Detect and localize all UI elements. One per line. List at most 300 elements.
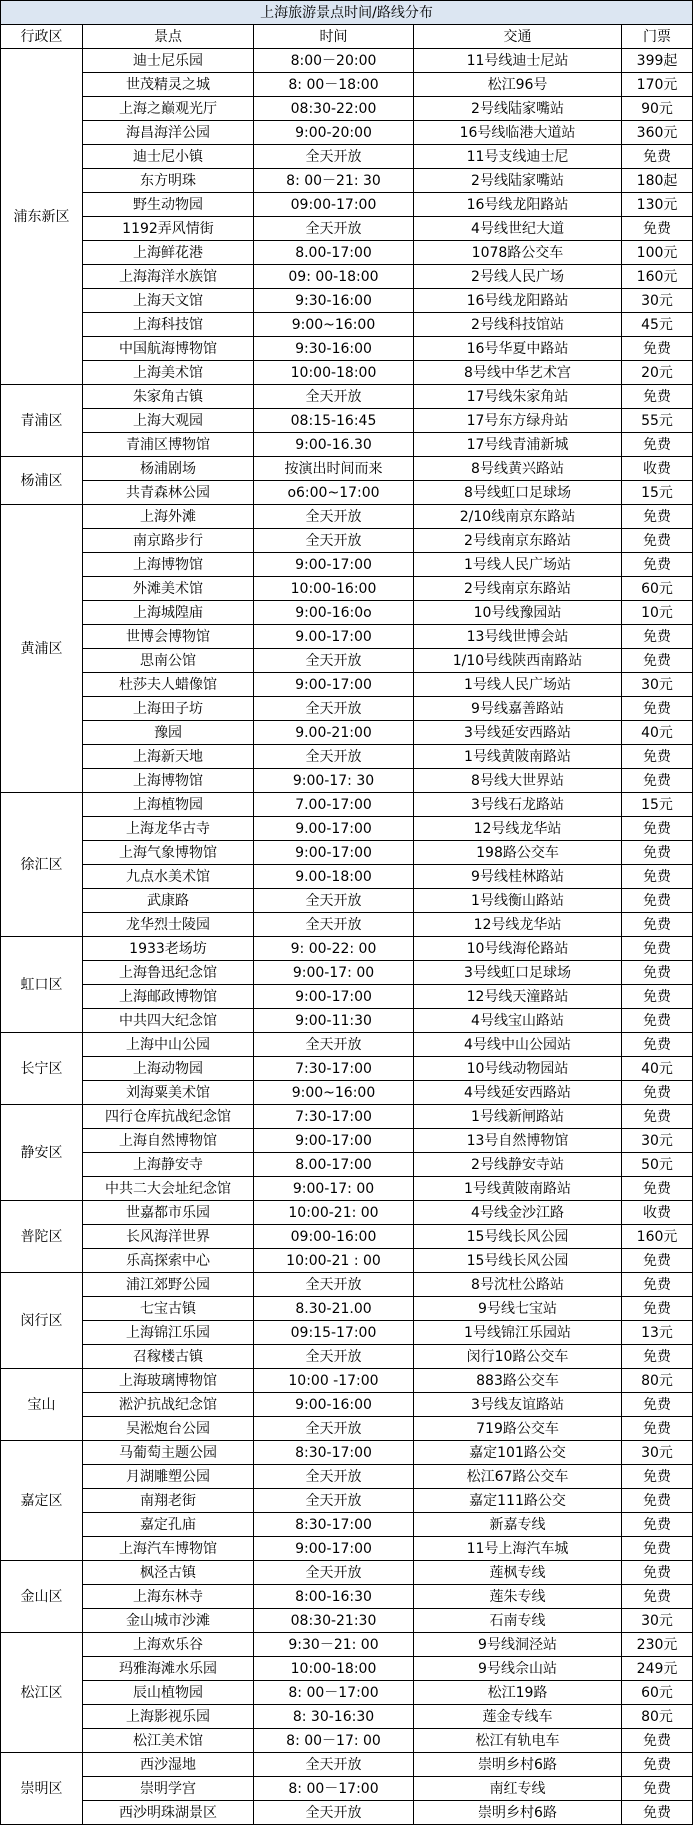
hours-cell: 9:00-17: 00 bbox=[254, 961, 414, 985]
transport-cell: 9号线嘉善路站 bbox=[414, 697, 622, 721]
table-row bbox=[1, 1345, 693, 1369]
ticket-cell: 免费 bbox=[622, 1033, 693, 1057]
table-row bbox=[1, 553, 693, 577]
ticket-cell: 80元 bbox=[622, 1705, 693, 1729]
hours-cell: 8: 00－17:00 bbox=[254, 1681, 414, 1705]
hours-cell: 7.00-17:00 bbox=[254, 793, 414, 817]
district-cell: 徐汇区 bbox=[1, 793, 83, 937]
ticket-cell: 30元 bbox=[622, 673, 693, 697]
attraction-cell: 世茂精灵之城 bbox=[83, 73, 254, 97]
transport-cell: 16号线龙阳路站 bbox=[414, 289, 622, 313]
table-row bbox=[1, 1561, 693, 1585]
transport-cell: 13号自然博物馆 bbox=[414, 1129, 622, 1153]
table-row bbox=[1, 1633, 693, 1657]
hours-cell: 9:00-11:30 bbox=[254, 1009, 414, 1033]
table-row bbox=[1, 145, 693, 169]
header-attraction: 景点 bbox=[83, 25, 254, 49]
attraction-cell: 上海城隍庙 bbox=[83, 601, 254, 625]
transport-cell: 2号线陆家嘴站 bbox=[414, 97, 622, 121]
transport-cell: 1号线人民广场站 bbox=[414, 553, 622, 577]
table-row bbox=[1, 961, 693, 985]
transport-cell: 16号线临港大道站 bbox=[414, 121, 622, 145]
ticket-cell: 30元 bbox=[622, 289, 693, 313]
table-row bbox=[1, 1753, 693, 1777]
table-body bbox=[1, 49, 693, 1825]
table-row bbox=[1, 697, 693, 721]
attraction-cell: 上海锦江乐园 bbox=[83, 1321, 254, 1345]
attraction-cell: 上海博物馆 bbox=[83, 553, 254, 577]
table-row bbox=[1, 1009, 693, 1033]
transport-cell: 11号线迪士尼站 bbox=[414, 49, 622, 73]
ticket-cell: 免费 bbox=[622, 817, 693, 841]
attraction-cell: 上海美术馆 bbox=[83, 361, 254, 385]
hours-cell: 8: 00－17: 00 bbox=[254, 1729, 414, 1753]
hours-cell: 9:00-16.30 bbox=[254, 433, 414, 457]
table-row bbox=[1, 121, 693, 145]
header-district: 行政区 bbox=[1, 25, 83, 49]
transport-cell: 崇明乡村6路 bbox=[414, 1801, 622, 1825]
ticket-cell: 免费 bbox=[622, 1753, 693, 1777]
ticket-cell: 45元 bbox=[622, 313, 693, 337]
transport-cell: 15号线长风公园 bbox=[414, 1225, 622, 1249]
hours-cell: 全天开放 bbox=[254, 145, 414, 169]
table-row bbox=[1, 1225, 693, 1249]
ticket-cell: 免费 bbox=[622, 1345, 693, 1369]
hours-cell: 全天开放 bbox=[254, 913, 414, 937]
ticket-cell: 免费 bbox=[622, 433, 693, 457]
ticket-cell: 免费 bbox=[622, 529, 693, 553]
transport-cell: 嘉定111路公交 bbox=[414, 1489, 622, 1513]
table-row bbox=[1, 577, 693, 601]
ticket-cell: 40元 bbox=[622, 1057, 693, 1081]
hours-cell: 9: 00-22: 00 bbox=[254, 937, 414, 961]
ticket-cell: 免费 bbox=[622, 961, 693, 985]
ticket-cell: 230元 bbox=[622, 1633, 693, 1657]
table-row bbox=[1, 1105, 693, 1129]
hours-cell: 9:00-17:00 bbox=[254, 553, 414, 577]
ticket-cell: 160元 bbox=[622, 1225, 693, 1249]
hours-cell: 8.00-17:00 bbox=[254, 241, 414, 265]
hours-cell: 08:30-22:00 bbox=[254, 97, 414, 121]
table-row bbox=[1, 625, 693, 649]
table-row bbox=[1, 1609, 693, 1633]
hours-cell: 08:30-21:30 bbox=[254, 1609, 414, 1633]
hours-cell: 09:15-17:00 bbox=[254, 1321, 414, 1345]
transport-cell: 198路公交车 bbox=[414, 841, 622, 865]
ticket-cell: 免费 bbox=[622, 553, 693, 577]
ticket-cell: 免费 bbox=[622, 937, 693, 961]
ticket-cell: 免费 bbox=[622, 625, 693, 649]
table-row bbox=[1, 889, 693, 913]
attraction-cell: 青浦区博物馆 bbox=[83, 433, 254, 457]
ticket-cell: 免费 bbox=[622, 745, 693, 769]
table-row bbox=[1, 1657, 693, 1681]
hours-cell: 9:00-16:00 bbox=[254, 1393, 414, 1417]
hours-cell: 8.00-17:00 bbox=[254, 1153, 414, 1177]
attraction-cell: 嘉定孔庙 bbox=[83, 1513, 254, 1537]
ticket-cell: 免费 bbox=[622, 1585, 693, 1609]
table-row bbox=[1, 1537, 693, 1561]
attraction-cell: 上海鲜花港 bbox=[83, 241, 254, 265]
table-title: 上海旅游景点时间/路线分布 bbox=[1, 1, 693, 25]
attraction-cell: 中共四大纪念馆 bbox=[83, 1009, 254, 1033]
attraction-cell: 上海静安寺 bbox=[83, 1153, 254, 1177]
transport-cell: 17号线青浦新城 bbox=[414, 433, 622, 457]
transport-cell: 1号线黄陂南路站 bbox=[414, 745, 622, 769]
attraction-cell: 吴淞炮台公园 bbox=[83, 1417, 254, 1441]
attraction-cell: 上海自然博物馆 bbox=[83, 1129, 254, 1153]
header-ticket: 门票 bbox=[622, 25, 693, 49]
attraction-cell: 野生动物园 bbox=[83, 193, 254, 217]
ticket-cell: 130元 bbox=[622, 193, 693, 217]
hours-cell: 全天开放 bbox=[254, 1417, 414, 1441]
ticket-cell: 免费 bbox=[622, 1273, 693, 1297]
attraction-cell: 上海玻璃博物馆 bbox=[83, 1369, 254, 1393]
attraction-cell: 武康路 bbox=[83, 889, 254, 913]
table-row bbox=[1, 289, 693, 313]
attraction-cell: 南翔老街 bbox=[83, 1489, 254, 1513]
hours-cell: 全天开放 bbox=[254, 1489, 414, 1513]
hours-cell: 9:30－21: 00 bbox=[254, 1633, 414, 1657]
hours-cell: 9:00-17: 00 bbox=[254, 1177, 414, 1201]
attraction-cell: 上海中山公园 bbox=[83, 1033, 254, 1057]
table-row bbox=[1, 1417, 693, 1441]
hours-cell: 8: 00－21: 30 bbox=[254, 169, 414, 193]
transport-cell: 12号线龙华站 bbox=[414, 817, 622, 841]
ticket-cell: 249元 bbox=[622, 1657, 693, 1681]
attraction-cell: 世博会博物馆 bbox=[83, 625, 254, 649]
table-row bbox=[1, 505, 693, 529]
table-row bbox=[1, 1465, 693, 1489]
transport-cell: 3号线虹口足球场 bbox=[414, 961, 622, 985]
transport-cell: 莲金专线车 bbox=[414, 1705, 622, 1729]
district-cell: 浦东新区 bbox=[1, 49, 83, 385]
attraction-cell: 乐高探索中心 bbox=[83, 1249, 254, 1273]
transport-cell: 17号东方绿舟站 bbox=[414, 409, 622, 433]
ticket-cell: 50元 bbox=[622, 1153, 693, 1177]
ticket-cell: 360元 bbox=[622, 121, 693, 145]
hours-cell: 9:00-17: 30 bbox=[254, 769, 414, 793]
hours-cell: 9:30-16:00 bbox=[254, 337, 414, 361]
table-row bbox=[1, 673, 693, 697]
transport-cell: 2/10线南京东路站 bbox=[414, 505, 622, 529]
hours-cell: 全天开放 bbox=[254, 1273, 414, 1297]
attraction-cell: 思南公馆 bbox=[83, 649, 254, 673]
ticket-cell: 免费 bbox=[622, 913, 693, 937]
hours-cell: 8: 30-16:30 bbox=[254, 1705, 414, 1729]
ticket-cell: 100元 bbox=[622, 241, 693, 265]
header-hours: 时间 bbox=[254, 25, 414, 49]
attraction-cell: 上海影视乐园 bbox=[83, 1705, 254, 1729]
attraction-cell: 中国航海博物馆 bbox=[83, 337, 254, 361]
table-row bbox=[1, 1729, 693, 1753]
attraction-cell: 杨浦剧场 bbox=[83, 457, 254, 481]
attraction-cell: 上海欢乐谷 bbox=[83, 1633, 254, 1657]
ticket-cell: 免费 bbox=[622, 1249, 693, 1273]
ticket-cell: 15元 bbox=[622, 793, 693, 817]
table-row bbox=[1, 409, 693, 433]
attraction-cell: 世嘉都市乐园 bbox=[83, 1201, 254, 1225]
transport-cell: 8号线虹口足球场 bbox=[414, 481, 622, 505]
hours-cell: 全天开放 bbox=[254, 1753, 414, 1777]
transport-cell: 16号线龙阳路站 bbox=[414, 193, 622, 217]
ticket-cell: 20元 bbox=[622, 361, 693, 385]
transport-cell: 莲枫专线 bbox=[414, 1561, 622, 1585]
table-row bbox=[1, 1441, 693, 1465]
table-row bbox=[1, 649, 693, 673]
attraction-cell: 上海大观园 bbox=[83, 409, 254, 433]
ticket-cell: 免费 bbox=[622, 337, 693, 361]
transport-cell: 2号线人民广场 bbox=[414, 265, 622, 289]
district-cell: 静安区 bbox=[1, 1105, 83, 1201]
transport-cell: 9号线七宝站 bbox=[414, 1297, 622, 1321]
table-row bbox=[1, 313, 693, 337]
ticket-cell: 免费 bbox=[622, 1513, 693, 1537]
attraction-cell: 召稼楼古镇 bbox=[83, 1345, 254, 1369]
table-row bbox=[1, 265, 693, 289]
hours-cell: 全天开放 bbox=[254, 529, 414, 553]
ticket-cell: 170元 bbox=[622, 73, 693, 97]
attraction-cell: 东方明珠 bbox=[83, 169, 254, 193]
ticket-cell: 80元 bbox=[622, 1369, 693, 1393]
table-row bbox=[1, 1489, 693, 1513]
transport-cell: 12号线龙华站 bbox=[414, 913, 622, 937]
attraction-cell: 上海博物馆 bbox=[83, 769, 254, 793]
title-row bbox=[1, 1, 693, 25]
hours-cell: 8: 00－17:00 bbox=[254, 1777, 414, 1801]
table-row bbox=[1, 1681, 693, 1705]
transport-cell: 1号线锦江乐园站 bbox=[414, 1321, 622, 1345]
ticket-cell: 免费 bbox=[622, 1081, 693, 1105]
hours-cell: o6:00~17:00 bbox=[254, 481, 414, 505]
transport-cell: 11号支线迪士尼 bbox=[414, 145, 622, 169]
hours-cell: 8:00-16:30 bbox=[254, 1585, 414, 1609]
hours-cell: 9.00-18:00 bbox=[254, 865, 414, 889]
district-cell: 虹口区 bbox=[1, 937, 83, 1033]
hours-cell: 9:00-16:0o bbox=[254, 601, 414, 625]
attraction-cell: 崇明学宫 bbox=[83, 1777, 254, 1801]
transport-cell: 莲朱专线 bbox=[414, 1585, 622, 1609]
attraction-cell: 淞沪抗战纪念馆 bbox=[83, 1393, 254, 1417]
transport-cell: 9号线佘山站 bbox=[414, 1657, 622, 1681]
ticket-cell: 15元 bbox=[622, 481, 693, 505]
attraction-cell: 马葡萄主题公园 bbox=[83, 1441, 254, 1465]
hours-cell: 9:00-20:00 bbox=[254, 121, 414, 145]
transport-cell: 8号线中华艺术宫 bbox=[414, 361, 622, 385]
table-row bbox=[1, 1705, 693, 1729]
attraction-cell: 豫园 bbox=[83, 721, 254, 745]
transport-cell: 松江67路公交车 bbox=[414, 1465, 622, 1489]
attraction-cell: 1192弄风情街 bbox=[83, 217, 254, 241]
ticket-cell: 免费 bbox=[622, 1105, 693, 1129]
district-cell: 金山区 bbox=[1, 1561, 83, 1633]
transport-cell: 13号线世博会站 bbox=[414, 625, 622, 649]
attraction-cell: 刘海粟美术馆 bbox=[83, 1081, 254, 1105]
transport-cell: 4号线金沙江路 bbox=[414, 1201, 622, 1225]
attraction-cell: 外滩美术馆 bbox=[83, 577, 254, 601]
ticket-cell: 30元 bbox=[622, 1129, 693, 1153]
table-row bbox=[1, 1777, 693, 1801]
table-row bbox=[1, 1201, 693, 1225]
transport-cell: 2号线南京东路站 bbox=[414, 529, 622, 553]
attraction-cell: 长风海洋世界 bbox=[83, 1225, 254, 1249]
hours-cell: 全天开放 bbox=[254, 1561, 414, 1585]
ticket-cell: 免费 bbox=[622, 1777, 693, 1801]
transport-cell: 4号线宝山路站 bbox=[414, 1009, 622, 1033]
transport-cell: 9号线洞泾站 bbox=[414, 1633, 622, 1657]
transport-cell: 11号上海汽车城 bbox=[414, 1537, 622, 1561]
transport-cell: 10号线豫园站 bbox=[414, 601, 622, 625]
attraction-cell: 迪士尼乐园 bbox=[83, 49, 254, 73]
attraction-cell: 上海植物园 bbox=[83, 793, 254, 817]
attraction-cell: 西沙明珠湖景区 bbox=[83, 1801, 254, 1825]
ticket-cell: 90元 bbox=[622, 97, 693, 121]
district-cell: 普陀区 bbox=[1, 1201, 83, 1273]
hours-cell: 9:00~16:00 bbox=[254, 1081, 414, 1105]
table-row bbox=[1, 1801, 693, 1825]
hours-cell: 9:00~16:00 bbox=[254, 313, 414, 337]
table-row bbox=[1, 1585, 693, 1609]
table-row bbox=[1, 529, 693, 553]
transport-cell: 1号线衡山路站 bbox=[414, 889, 622, 913]
hours-cell: 09:00-16:00 bbox=[254, 1225, 414, 1249]
hours-cell: 按演出时间而来 bbox=[254, 457, 414, 481]
attraction-cell: 上海邮政博物馆 bbox=[83, 985, 254, 1009]
transport-cell: 1078路公交车 bbox=[414, 241, 622, 265]
hours-cell: 全天开放 bbox=[254, 889, 414, 913]
table-row bbox=[1, 913, 693, 937]
header-row bbox=[1, 25, 693, 49]
hours-cell: 全天开放 bbox=[254, 217, 414, 241]
attraction-cell: 上海天文馆 bbox=[83, 289, 254, 313]
hours-cell: 8: 00－18:00 bbox=[254, 73, 414, 97]
table-row bbox=[1, 865, 693, 889]
table-row bbox=[1, 745, 693, 769]
transport-cell: 883路公交车 bbox=[414, 1369, 622, 1393]
table-row bbox=[1, 49, 693, 73]
ticket-cell: 免费 bbox=[622, 1297, 693, 1321]
table-row bbox=[1, 937, 693, 961]
ticket-cell: 免费 bbox=[622, 649, 693, 673]
table-row bbox=[1, 1249, 693, 1273]
transport-cell: 1号线新闸路站 bbox=[414, 1105, 622, 1129]
transport-cell: 9号线桂林路站 bbox=[414, 865, 622, 889]
ticket-cell: 免费 bbox=[622, 1465, 693, 1489]
hours-cell: 10:00-16:00 bbox=[254, 577, 414, 601]
hours-cell: 9:30-16:00 bbox=[254, 289, 414, 313]
attraction-cell: 上海鲁迅纪念馆 bbox=[83, 961, 254, 985]
attraction-cell: 南京路步行 bbox=[83, 529, 254, 553]
header-transport: 交通 bbox=[414, 25, 622, 49]
ticket-cell: 收费 bbox=[622, 457, 693, 481]
hours-cell: 9:00-17:00 bbox=[254, 985, 414, 1009]
table-row bbox=[1, 601, 693, 625]
hours-cell: 9:00-17:00 bbox=[254, 1129, 414, 1153]
ticket-cell: 免费 bbox=[622, 505, 693, 529]
district-cell: 长宁区 bbox=[1, 1033, 83, 1105]
table-row bbox=[1, 985, 693, 1009]
ticket-cell: 13元 bbox=[622, 1321, 693, 1345]
attraction-cell: 上海海洋水族馆 bbox=[83, 265, 254, 289]
attraction-cell: 龙华烈士陵园 bbox=[83, 913, 254, 937]
hours-cell: 10:00 -17:00 bbox=[254, 1369, 414, 1393]
transport-cell: 嘉定101路公交 bbox=[414, 1441, 622, 1465]
ticket-cell: 399起 bbox=[622, 49, 693, 73]
ticket-cell: 免费 bbox=[622, 1561, 693, 1585]
ticket-cell: 10元 bbox=[622, 601, 693, 625]
attraction-cell: 上海新天地 bbox=[83, 745, 254, 769]
hours-cell: 8:30-17:00 bbox=[254, 1441, 414, 1465]
table-row bbox=[1, 769, 693, 793]
district-cell: 杨浦区 bbox=[1, 457, 83, 505]
attraction-cell: 上海田子坊 bbox=[83, 697, 254, 721]
transport-cell: 松江19路 bbox=[414, 1681, 622, 1705]
ticket-cell: 免费 bbox=[622, 985, 693, 1009]
attraction-cell: 七宝古镇 bbox=[83, 1297, 254, 1321]
table-row bbox=[1, 1321, 693, 1345]
ticket-cell: 免费 bbox=[622, 889, 693, 913]
hours-cell: 8:30-17:00 bbox=[254, 1513, 414, 1537]
transport-cell: 3号线延安西路站 bbox=[414, 721, 622, 745]
table-row bbox=[1, 385, 693, 409]
hours-cell: 全天开放 bbox=[254, 385, 414, 409]
hours-cell: 09: 00-18:00 bbox=[254, 265, 414, 289]
ticket-cell: 30元 bbox=[622, 1609, 693, 1633]
table-row bbox=[1, 1153, 693, 1177]
transport-cell: 10号线动物园站 bbox=[414, 1057, 622, 1081]
ticket-cell: 收费 bbox=[622, 1201, 693, 1225]
table-row bbox=[1, 841, 693, 865]
attraction-cell: 杜莎夫人蜡像馆 bbox=[83, 673, 254, 697]
transport-cell: 2号线南京东路站 bbox=[414, 577, 622, 601]
district-cell: 青浦区 bbox=[1, 385, 83, 457]
transport-cell: 闵行10路公交车 bbox=[414, 1345, 622, 1369]
hours-cell: 9.00-17:00 bbox=[254, 625, 414, 649]
table-row bbox=[1, 97, 693, 121]
transport-cell: 南红专线 bbox=[414, 1777, 622, 1801]
transport-cell: 崇明乡村6路 bbox=[414, 1753, 622, 1777]
table-row bbox=[1, 193, 693, 217]
table-row bbox=[1, 1513, 693, 1537]
hours-cell: 9:00-17:00 bbox=[254, 1537, 414, 1561]
ticket-cell: 免费 bbox=[622, 841, 693, 865]
hours-cell: 全天开放 bbox=[254, 1801, 414, 1825]
district-cell: 松江区 bbox=[1, 1633, 83, 1753]
transport-cell: 10号线海伦路站 bbox=[414, 937, 622, 961]
attraction-cell: 上海科技馆 bbox=[83, 313, 254, 337]
transport-cell: 松江有轨电车 bbox=[414, 1729, 622, 1753]
hours-cell: 10:00-21 : 00 bbox=[254, 1249, 414, 1273]
ticket-cell: 免费 bbox=[622, 1801, 693, 1825]
transport-cell: 8号沈杜公路站 bbox=[414, 1273, 622, 1297]
district-cell: 闵行区 bbox=[1, 1273, 83, 1369]
attraction-cell: 中共二大会址纪念馆 bbox=[83, 1177, 254, 1201]
attraction-cell: 1933老场坊 bbox=[83, 937, 254, 961]
transport-cell: 石南专线 bbox=[414, 1609, 622, 1633]
attraction-cell: 上海东林寺 bbox=[83, 1585, 254, 1609]
attraction-cell: 九点水美术馆 bbox=[83, 865, 254, 889]
ticket-cell: 免费 bbox=[622, 1393, 693, 1417]
table-row bbox=[1, 1081, 693, 1105]
attraction-cell: 上海汽车博物馆 bbox=[83, 1537, 254, 1561]
ticket-cell: 40元 bbox=[622, 721, 693, 745]
transport-cell: 17号线朱家角站 bbox=[414, 385, 622, 409]
ticket-cell: 免费 bbox=[622, 1729, 693, 1753]
ticket-cell: 免费 bbox=[622, 145, 693, 169]
transport-cell: 15号线长风公园 bbox=[414, 1249, 622, 1273]
hours-cell: 9.00-21:00 bbox=[254, 721, 414, 745]
transport-cell: 1号线黄陂南路站 bbox=[414, 1177, 622, 1201]
